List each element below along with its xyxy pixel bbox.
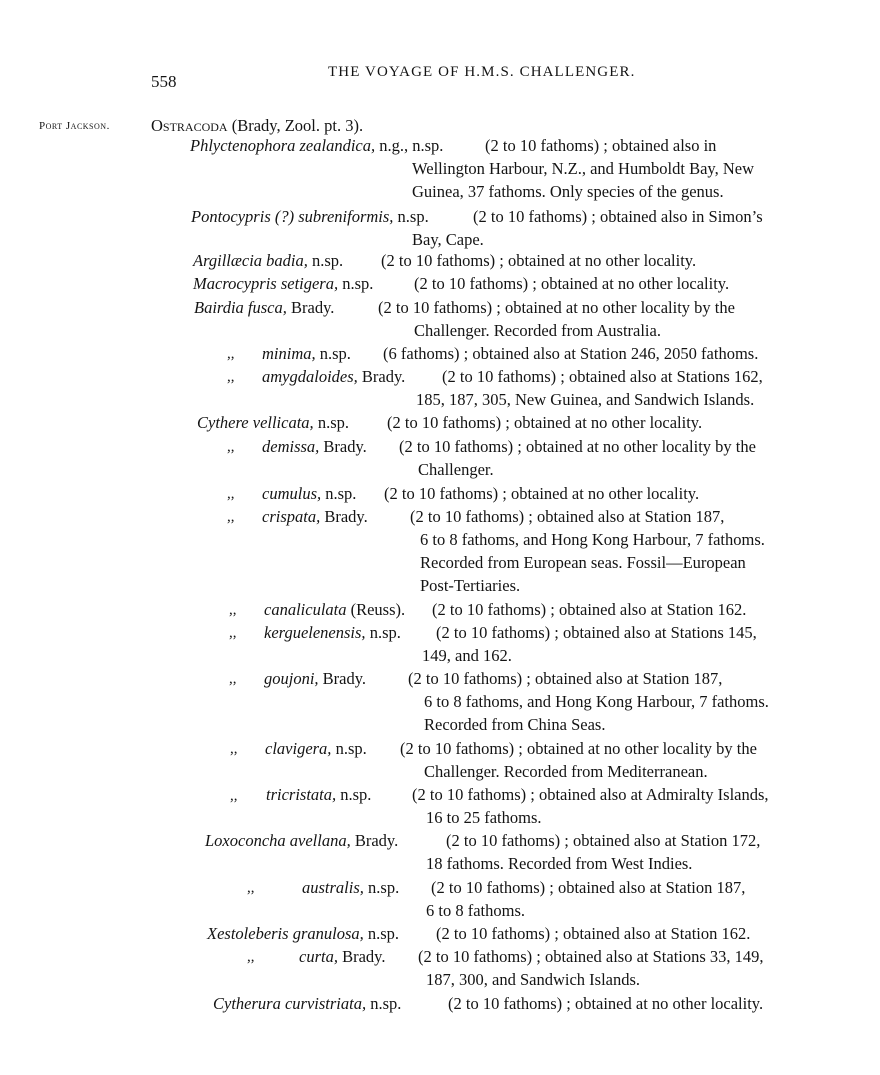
entry-19-text: 187, 300, and Sandwich Islands. xyxy=(426,970,641,989)
entry-8-head xyxy=(262,437,367,457)
entry-12-text: (2 to 10 fathoms) ; obtained also at Stations 145, xyxy=(436,623,757,642)
species-author: n.sp. xyxy=(370,994,402,1013)
ditto-mark: ,, xyxy=(229,602,237,618)
species-name: curta, xyxy=(299,947,338,966)
ditto-mark: ,, xyxy=(227,439,235,455)
species-author: n.sp. xyxy=(335,739,367,758)
entry-15-text: 16 to 25 fathoms. xyxy=(426,808,542,827)
species-author: n.sp. xyxy=(367,924,400,943)
species-author: Brady. xyxy=(324,507,368,526)
entry-6-text: 185, 187, 305, New Guinea, and Sandwich Islands. xyxy=(416,390,755,409)
species-name: Phlyctenophora zealandica, xyxy=(190,136,376,155)
species-author: Brady. xyxy=(322,669,367,688)
species-author: Brady. xyxy=(291,298,335,317)
section-heading xyxy=(151,116,363,136)
entry-10-text: Recorded from European seas. Fossil—European xyxy=(420,553,746,572)
entry-4-head xyxy=(194,298,334,318)
entry-7-text: (2 to 10 fathoms) ; obtained at no other locality. xyxy=(387,413,703,432)
page-number: 558 xyxy=(151,72,177,91)
entry-17-head xyxy=(302,878,399,898)
entry-13-text: (2 to 10 fathoms) ; obtained also at Station 187, xyxy=(408,669,723,688)
species-author: Brady. xyxy=(323,437,367,456)
species-name: Xestoleberis granulosa, xyxy=(207,924,364,943)
entry-0-text: Guinea, 37 fathoms. Only species of the genus. xyxy=(412,182,724,201)
species-author: (Reuss). xyxy=(350,600,406,619)
entry-19-text: (2 to 10 fathoms) ; obtained also at Stations 33, 149, xyxy=(418,947,764,966)
ditto-mark: ,, xyxy=(247,880,255,896)
entry-9-head xyxy=(262,484,356,504)
entry-16-text: (2 to 10 fathoms) ; obtained also at Station 172, xyxy=(446,831,761,850)
ditto-mark: ,, xyxy=(227,486,235,502)
entry-17-text: (2 to 10 fathoms) ; obtained also at Station 187, xyxy=(431,878,746,897)
margin-note: Port Jackson. xyxy=(39,120,110,132)
ditto-mark: ,, xyxy=(227,509,235,525)
entry-1-text: (2 to 10 fathoms) ; obtained also in Simon’s xyxy=(473,207,763,226)
entry-16-text: 18 fathoms. Recorded from West Indies. xyxy=(426,854,693,873)
entry-20-text: (2 to 10 fathoms) ; obtained at no other locality. xyxy=(448,994,764,1013)
section-ref: (Brady, Zool. pt. 3). xyxy=(231,116,364,135)
species-author: n.sp. xyxy=(368,878,400,897)
entry-3-head xyxy=(193,274,373,294)
entry-20-head xyxy=(213,994,401,1014)
entry-2-head xyxy=(193,251,343,271)
entry-10-text: (2 to 10 fathoms) ; obtained also at Station 187, xyxy=(410,507,725,526)
ditto-mark: ,, xyxy=(247,949,255,965)
entry-8-text: Challenger. xyxy=(418,460,494,479)
species-name: Cytherura curvistriata, xyxy=(213,994,367,1013)
species-name: Bairdia fusca, xyxy=(194,298,287,317)
entry-8-text: (2 to 10 fathoms) ; obtained at no other locality by the xyxy=(399,437,756,456)
entry-5-text: (6 fathoms) ; obtained also at Station 246, 2050 fathoms. xyxy=(383,344,759,363)
entry-15-head xyxy=(266,785,371,805)
entry-18-head xyxy=(207,924,399,944)
species-name: amygdaloides, xyxy=(262,367,358,386)
entry-14-text: (2 to 10 fathoms) ; obtained at no other locality by the xyxy=(400,739,757,758)
entry-7-head xyxy=(197,413,349,433)
entry-15-text: (2 to 10 fathoms) ; obtained also at Admiralty Islands, xyxy=(412,785,769,804)
species-name: australis, xyxy=(302,878,364,897)
ditto-mark: ,, xyxy=(229,671,237,687)
entry-0-text: Wellington Harbour, N.Z., and Humboldt Bay, New xyxy=(412,159,755,178)
entry-14-head xyxy=(265,739,367,759)
species-name: Loxoconcha avellana, xyxy=(205,831,351,850)
entry-13-text: 6 to 8 fathoms, and Hong Kong Harbour, 7 fathoms. xyxy=(424,692,769,711)
species-author: n.sp. xyxy=(317,413,349,432)
species-author: Brady. xyxy=(342,947,386,966)
species-author: n.sp. xyxy=(342,274,374,293)
ditto-mark: ,, xyxy=(230,741,238,757)
species-name: kerguelenensis, xyxy=(264,623,366,642)
entry-4-text: Challenger. Recorded from Australia. xyxy=(414,321,661,340)
species-name: demissa, xyxy=(262,437,320,456)
entry-4-text: (2 to 10 fathoms) ; obtained at no other locality by the xyxy=(378,298,735,317)
entry-19-head xyxy=(299,947,385,967)
species-author: Brady. xyxy=(361,367,406,386)
entry-1-text: Bay, Cape. xyxy=(412,230,484,249)
species-author: n.sp. xyxy=(397,207,429,226)
species-name: Pontocypris (?) subreniformis, xyxy=(191,207,394,226)
species-author: n.sp. xyxy=(319,344,351,363)
entry-1-head xyxy=(191,207,429,227)
entry-5-head xyxy=(262,344,351,364)
section-name: Ostracoda xyxy=(151,116,228,135)
entry-12-head xyxy=(264,623,401,643)
entry-3-text: (2 to 10 fathoms) ; obtained at no other locality. xyxy=(414,274,730,293)
entry-14-text: Challenger. Recorded from Mediterranean. xyxy=(424,762,708,781)
running-head: THE VOYAGE OF H.M.S. CHALLENGER. xyxy=(328,64,636,80)
ditto-mark: ,, xyxy=(230,788,238,804)
entry-10-head xyxy=(262,507,368,527)
entry-10-text: 6 to 8 fathoms, and Hong Kong Harbour, 7 fathoms. xyxy=(420,530,765,549)
entry-10-text: Post-Tertiaries. xyxy=(420,576,521,595)
ditto-mark: ,, xyxy=(227,346,235,362)
species-name: minima, xyxy=(262,344,316,363)
entry-6-text: (2 to 10 fathoms) ; obtained also at Stations 162, xyxy=(442,367,763,386)
species-author: n.sp. xyxy=(312,251,344,270)
ditto-mark: ,, xyxy=(227,369,235,385)
entry-13-head xyxy=(264,669,366,689)
species-name: Argillæcia badia, xyxy=(193,251,308,270)
entry-2-text: (2 to 10 fathoms) ; obtained at no other locality. xyxy=(381,251,697,270)
entry-9-text: (2 to 10 fathoms) ; obtained at no other locality. xyxy=(384,484,700,503)
entry-18-text: (2 to 10 fathoms) ; obtained also at Station 162. xyxy=(436,924,751,943)
species-author: Brady. xyxy=(354,831,399,850)
species-author: n.g., n.sp. xyxy=(379,136,444,155)
entry-0-text: (2 to 10 fathoms) ; obtained also in xyxy=(485,136,717,155)
species-name: crispata, xyxy=(262,507,321,526)
species-name: cumulus, xyxy=(262,484,322,503)
entry-16-head xyxy=(205,831,398,851)
entry-11-text: (2 to 10 fathoms) ; obtained also at Station 162. xyxy=(432,600,747,619)
species-name: goujoni, xyxy=(264,669,319,688)
entry-13-text: Recorded from China Seas. xyxy=(424,715,606,734)
ditto-mark: ,, xyxy=(229,625,237,641)
entry-6-head xyxy=(262,367,405,387)
entry-17-text: 6 to 8 fathoms. xyxy=(426,901,525,920)
entry-12-text: 149, and 162. xyxy=(422,646,512,665)
species-author: n.sp. xyxy=(325,484,357,503)
species-name: Cythere vellicata, xyxy=(197,413,314,432)
entry-11-head xyxy=(264,600,405,620)
species-author: n.sp. xyxy=(340,785,372,804)
species-name: canaliculata xyxy=(264,600,347,619)
species-author: n.sp. xyxy=(369,623,401,642)
entry-0-head xyxy=(190,136,443,156)
species-name: tricristata, xyxy=(266,785,337,804)
species-name: Macrocypris setigera, xyxy=(193,274,339,293)
species-name: clavigera, xyxy=(265,739,332,758)
